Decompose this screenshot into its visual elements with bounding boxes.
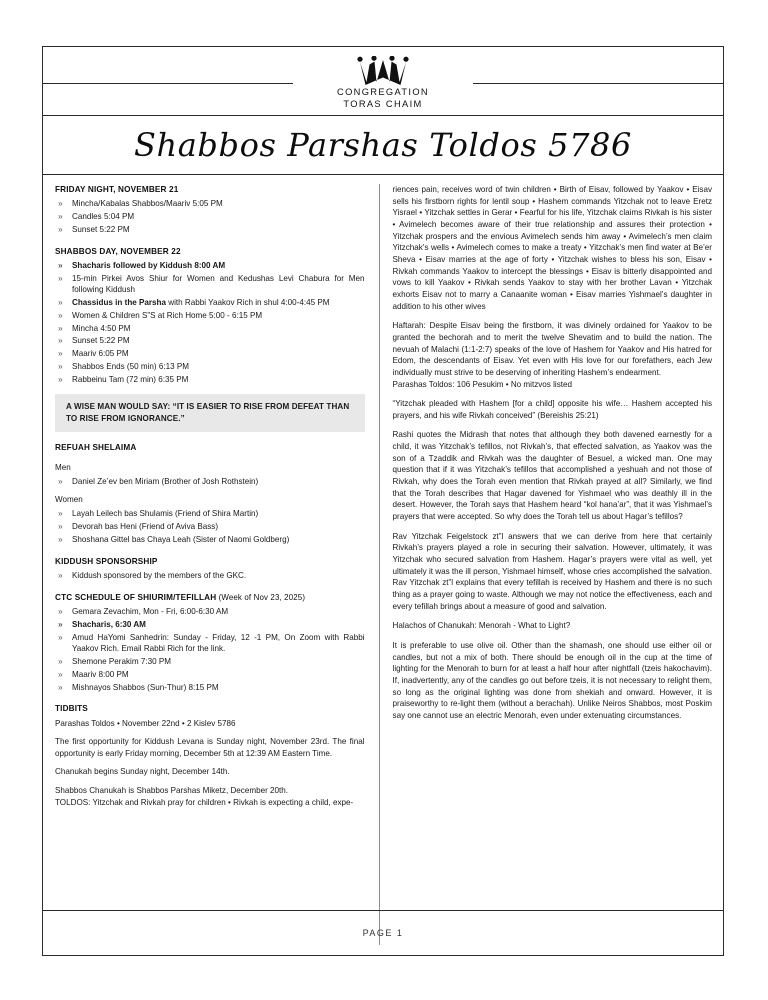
title-band <box>43 115 723 175</box>
list-item: » Shacharis followed by Kiddush 8:00 AM <box>55 260 365 271</box>
list-item: » Sunset 5:22 PM <box>55 335 365 346</box>
page-title: Shabbos Parshas Toldos 5786 <box>134 126 632 164</box>
tidbits-paragraph: Shabbos Chanukah is Shabbos Parshas Miketz, December 20th. <box>55 786 289 796</box>
list-item: » Gemara Zevachim, Mon - Fri, 6:00-6:30 AM <box>55 606 365 617</box>
spacer <box>55 694 365 703</box>
refuah-women-list <box>55 508 365 545</box>
refuah-men-label: Men <box>55 462 71 472</box>
spacer <box>55 547 365 556</box>
list-item: » 15-min Pirkei Avos Shiur for Women and Kedushas Levi Chabura for Men following Kiddush <box>55 273 365 296</box>
list-item: » Maariv 6:05 PM <box>55 348 365 359</box>
halachos-paragraph: It is preferable to use olive oil. Other than the shamash, one should use either oil or candles, but not a mix of both. There should be enough oil in the cup at the time of lighting for the Menorah to burn for at least a half hour after nightfall (tzeis hakochavim). If, inadvertently, any of the candles go out before tzeis, it is not necessary to relight them, so long as the original lighting was done from shekiah and onward. However, it is praiseworthy to re-light them (without a berachah). Unlike Neiros Shabbos, most Poskim say one cannot use an electric Menorah, even under extenuating circumstances. <box>392 640 712 720</box>
logo-org-line1: CONGREGATION <box>337 86 429 97</box>
masthead <box>43 47 723 115</box>
list-item-rest: with Rabbi Yaakov Rich in shul 4:00-4:45 PM <box>166 298 330 308</box>
dvar-torah-paragraph: Rav Yitzchak Feigelstock zt”l answers that we can derive from here that certainly Rivkah’s prayers played a role in securing their salvation. However, ultimately, it was Yitzchak who secured salvation from Hashem. Hagar’s prayers were vital as well, yet ultimately it was the ill person, Yishmael himself, whose cries accomplished the salvation. Rav Yitzchak zt”l explains that every tefillah is received by Hashem and there is no such thing as a prayer going to waste. Although we may not notice the effectiveness, each and every tefillah brings about a measure of good and salvation. <box>392 531 712 611</box>
parsha-summary-continued: riences pain, receives word of twin children • Birth of Eisav, followed by Yaakov • Eisav sells his firstborn rights for lentil soup • Hashem commands Yitzchak not to leave Eretz Yisrael • Yitzchak settles in Gerar • Fearful for his life, Yitzchak claims Rivkah is his sister • Avimelech becomes aware of their true relationship and assures their protection • Yitzchak prospers and the envious Avimelech sends him away • Avimelech’s men claim Yitzchak’s wells • Avimelech comes to make a treaty • Yitzchak’s men find water at Be’er Sheva • Eisav marries at the age of forty • Yitzchak wishes to bless his son, Eisav • Rivkah commands Yaakov to intercept the blessings • Eisav is bitterly disappointed and vows to kill Yaakov • Rivkah sends Yaakov to stay with her brother Lavan • Yitzchak exhorts Eisav not to marry a Canaanite woman • Eisav marries Yishmael’s daughter in addition to his other wives <box>392 185 712 311</box>
list-item: » Mincha/Kabalas Shabbos/Maariv 5:05 PM <box>55 198 365 209</box>
list-item: » Maariv 8:00 PM <box>55 669 365 680</box>
refuah-heading: REFUAH SHELAIMA <box>55 443 137 453</box>
ctc-schedule-list <box>55 606 365 693</box>
list-item: » Shabbos Ends (50 min) 6:13 PM <box>55 361 365 372</box>
tidbits-paragraph: Chanukah begins Sunday night, December 14th. <box>55 767 230 777</box>
list-item: » Shacharis, 6:30 AM <box>55 619 365 630</box>
halachos-heading: Halachos of Chanukah: Menorah - What to Light? <box>392 621 571 631</box>
masthead-rule-left <box>43 83 293 84</box>
list-item-emphasis: Chassidus in the Parsha <box>72 298 167 308</box>
shabbos-heading: SHABBOS DAY, NOVEMBER 22 <box>55 246 181 256</box>
refuah-women-label: Women <box>55 494 83 504</box>
dvar-torah-paragraph: Rashi quotes the Midrash that notes that although they both davened earnestly for a child, it was Yitzchak’s tefillos, not Rivkah’s, that effected salvation, as Yaakov was the son of a Tzaddik and Rivkah was the daughter of Besuel, a wicked man. One may question that if it was Yitzchak’s tefillos that accomplished a yeshuah and not those of Rivkah, why does the Torah even mention that Rivkah prayed at all? Similarly, we find that the Torah describes that Hagar davened for Yishmael who was deathly ill in the desert. However, the Torah says that Hashem heard “kol hana’ar”, that it was Yishmael’s prayers that were accepted. So why does the Torah tell us about Hagar’s tefillos? <box>392 430 712 522</box>
parsha-summary-start: TOLDOS: Yitzchak and Rivkah pray for children • Rivkah is expecting a child, expe- <box>55 797 354 807</box>
list-item: » Sunset 5:22 PM <box>55 224 365 235</box>
list-item: » Shoshana Gittel bas Chaya Leah (Sister of Naomi Goldberg) <box>55 534 365 545</box>
list-item: » Layah Leilech bas Shulamis (Friend of Shira Martin) <box>55 508 365 519</box>
tidbits-subline: Parashas Toldos • November 22nd • 2 Kislev 5786 <box>55 718 236 728</box>
bulletin-page <box>42 46 724 956</box>
pesukim-line: Parashas Toldos: 106 Pesukim • No mitzvos listed <box>392 379 572 389</box>
crown-icon <box>352 56 414 86</box>
list-item: » Kiddush sponsored by the members of the GKC. <box>55 570 365 581</box>
congregation-logo <box>323 56 443 110</box>
list-item: » Mincha 4:50 PM <box>55 323 365 334</box>
list-item: » Candles 5:04 PM <box>55 211 365 222</box>
ctc-schedule-heading <box>55 592 365 603</box>
friday-heading: FRIDAY NIGHT, NOVEMBER 21 <box>55 185 179 194</box>
tidbits-heading: TIDBITS <box>55 704 88 714</box>
logo-org-line2: TORAS CHAIM <box>343 98 423 109</box>
list-item: » Amud HaYomi Sanhedrin: Sunday - Friday, 12 -1 PM, On Zoom with Rabbi Yaakov Rich. Email Rabbi Rich for the link. <box>55 632 365 655</box>
tidbits-paragraph: The first opportunity for Kiddush Levana is Sunday night, November 23rd. The final opportunity is early Friday morning, December 5th at 12:39 AM Eastern Time. <box>55 737 365 758</box>
wise-man-quote-box: A WISE MAN WOULD SAY: “IT IS EASIER TO RISE FROM DEFEAT THAN TO RISE FROM IGNORANCE.” <box>55 394 365 432</box>
list-item: » Rabbeinu Tam (72 min) 6:35 PM <box>55 374 365 385</box>
kiddush-sponsorship-heading: KIDDUSH SPONSORSHIP <box>55 556 158 566</box>
page-number: PAGE 1 <box>362 928 404 938</box>
list-item <box>55 297 365 308</box>
ctc-schedule-heading-main: CTC SCHEDULE OF SHIURIM/TEFILLAH <box>55 592 217 602</box>
list-item: » Shemone Perakim 7:30 PM <box>55 656 365 667</box>
list-item: » Devorah bas Heni (Friend of Aviva Bass) <box>55 521 365 532</box>
list-item: » Daniel Ze’ev ben Miriam (Brother of Josh Rothstein) <box>55 476 365 487</box>
kiddush-sponsorship-list <box>55 570 365 581</box>
spacer <box>55 583 365 592</box>
left-column <box>43 184 379 945</box>
friday-times-list <box>55 198 365 235</box>
shabbos-times-list <box>55 260 365 385</box>
quoted-pasuk: “Yitzchak pleaded with Hashem [for a child] opposite his wife… Hashem accepted his prayers, and his wife Rivkah conceived” (Bereishis 25:21) <box>392 399 712 420</box>
refuah-men-list <box>55 476 365 487</box>
right-column <box>379 184 723 945</box>
masthead-rule-right <box>473 83 723 84</box>
ctc-schedule-heading-week: (Week of Nov 23, 2025) <box>216 592 306 602</box>
haftarah-paragraph: Haftarah: Despite Eisav being the firstborn, it was divinely ordained for Yaakov to be granted the bechorah and to merit the twelve Shevatim and to build the nation. The nevuah of Malachi (1:1-2:7) speaks of the love of Hashem for Yaakov and His hatred for Edom, the descendants of Eisav. Yet even with His love for our forefathers, each Jew individually must strive to be deserving of inheriting Hashem’s endearment. <box>392 321 712 377</box>
spacer <box>55 237 365 246</box>
list-item: » Women & Children S”S at Rich Home 5:00 - 6:15 PM <box>55 310 365 321</box>
list-item: » Mishnayos Shabbos (Sun-Thur) 8:15 PM <box>55 682 365 693</box>
page-footer <box>43 910 723 955</box>
content-columns <box>43 175 723 945</box>
